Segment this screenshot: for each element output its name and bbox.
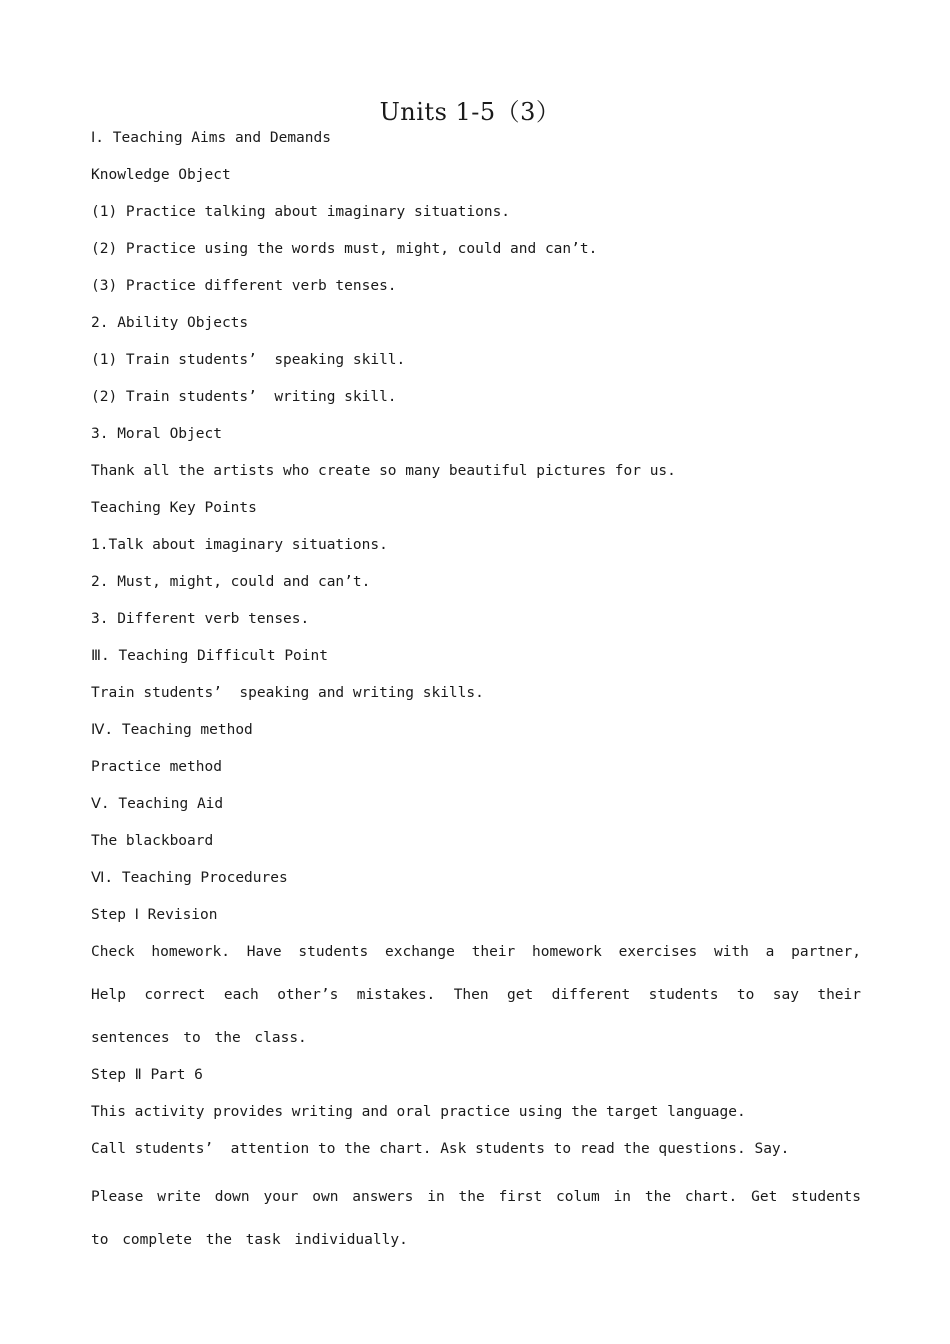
- section-heading-aid: Ⅴ. Teaching Aid: [91, 796, 224, 812]
- document-title: Units 1-5（3）: [379, 98, 561, 126]
- step-heading-revision: Step Ⅰ Revision: [91, 907, 218, 923]
- list-item: (2) Practice using the words must, might, could and can’t.: [91, 241, 598, 257]
- section-heading-method: Ⅳ. Teaching method: [91, 722, 253, 738]
- text-line: Train students’ speaking and writing skills.: [91, 685, 484, 701]
- subheading-knowledge-object: Knowledge Object: [91, 167, 231, 183]
- step1-paragraph: Check homework. Have students exchange their homework exercises with a partner, Help correct each other’s mistakes. Then get different students to say their sentences to the class.: [91, 944, 861, 1046]
- list-item: 2. Must, might, could and can’t.: [91, 574, 371, 590]
- text-line: Thank all the artists who create so many beautiful pictures for us.: [91, 463, 676, 479]
- subheading-moral-object: 3. Moral Object: [91, 426, 222, 442]
- text-line: Practice method: [91, 759, 222, 775]
- step2-paragraph: Please write down your own answers in the first colum in the chart. Get students to complete the task individually.: [91, 1189, 861, 1248]
- subheading-ability-objects: 2. Ability Objects: [91, 315, 249, 331]
- document-body: [91, 128, 861, 1267]
- text-line: This activity provides writing and oral practice using the target language.: [91, 1104, 746, 1120]
- list-item: (1) Practice talking about imaginary situations.: [91, 204, 511, 220]
- text-line: The blackboard: [91, 833, 214, 849]
- list-item: 3. Different verb tenses.: [91, 611, 310, 627]
- list-item: 1.Talk about imaginary situations.: [91, 537, 388, 553]
- list-item: (3) Practice different verb tenses.: [91, 278, 397, 294]
- text-line: Call students’ attention to the chart. Ask students to read the questions. Say.: [91, 1141, 790, 1157]
- section-heading-difficult-point: Ⅲ. Teaching Difficult Point: [91, 648, 328, 664]
- subheading-key-points: Teaching Key Points: [91, 500, 257, 516]
- section-heading-aims: Ⅰ. Teaching Aims and Demands: [91, 130, 331, 146]
- section-heading-procedures: Ⅵ. Teaching Procedures: [91, 870, 288, 886]
- step-heading-part6: Step Ⅱ Part 6: [91, 1067, 203, 1083]
- list-item: (1) Train students’ speaking skill.: [91, 352, 406, 368]
- list-item: (2) Train students’ writing skill.: [91, 389, 397, 405]
